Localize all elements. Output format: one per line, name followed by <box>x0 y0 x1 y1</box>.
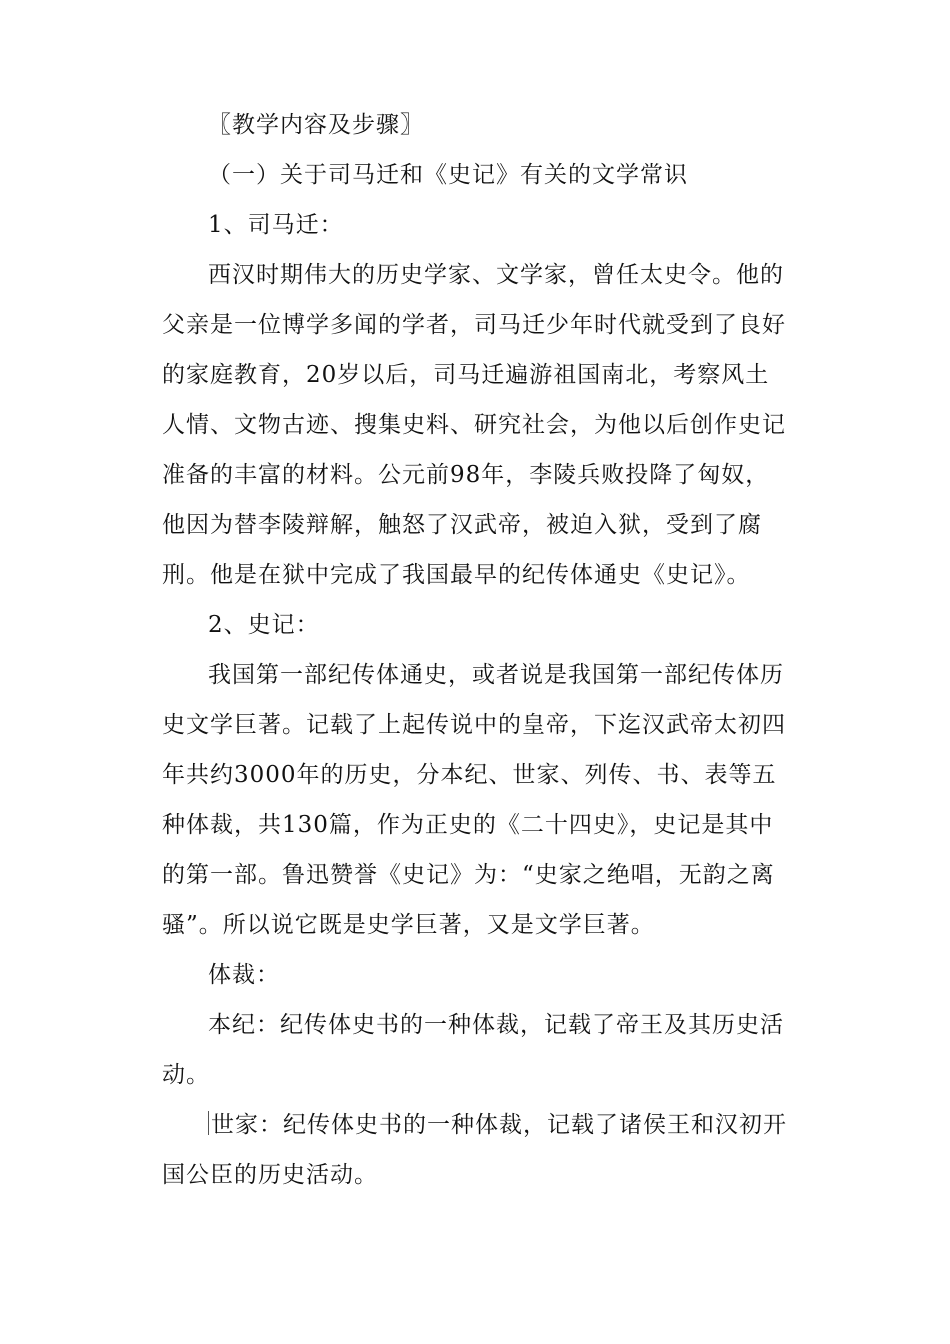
item-title-sima-qian: 1、司马迁： <box>208 212 344 238</box>
paragraph-shiji: 我国第一部纪传体通史，或者说是我国第一部纪传体历史文学巨著。记载了上起传说中的皇帝，下迄汉武帝太初四年共约3000年的历史，分本纪、世家、列传、书、表等五种体裁，共130篇，作为正史的《二十四史》，史记是其中的第一部。鲁迅赞誉《史记》为：“史家之绝唱，无韵之离骚”。所以说它既是史学巨著，又是文学巨著。 <box>162 662 786 938</box>
document-content <box>162 100 792 1200</box>
paragraph-shijia-text: 世家：纪传体史书的一种体裁，记载了诸侯王和汉初开国公臣的历史活动。 <box>162 1112 787 1188</box>
text-cursor <box>208 1111 209 1135</box>
paragraph-shijia <box>162 1100 792 1200</box>
item-title-shiji: 2、史记： <box>208 612 320 638</box>
paragraph-benji: 本纪：纪传体史书的一种体裁，记载了帝王及其历史活动。 <box>162 1012 784 1088</box>
lesson-heading: 〖教学内容及步骤〗 <box>208 112 424 138</box>
section-title: （一）关于司马迁和《史记》有关的文学常识 <box>208 162 688 188</box>
paragraph-sima-qian: 西汉时期伟大的历史学家、文学家，曾任太史令。他的父亲是一位博学多闻的学者，司马迁少年时代就受到了良好的家庭教育，20岁以后，司马迁遍游祖国南北，考察风土人情、文物古迹、搜集史料、研究社会，为他以后创作史记准备的丰富的材料。公元前98年，李陵兵败投降了匈奴，他因为替李陵辩解，触怒了汉武帝，被迫入狱，受到了腐刑。他是在狱中完成了我国最早的纪传体通史《史记》。 <box>162 262 786 588</box>
genre-title: 体裁： <box>208 962 280 988</box>
